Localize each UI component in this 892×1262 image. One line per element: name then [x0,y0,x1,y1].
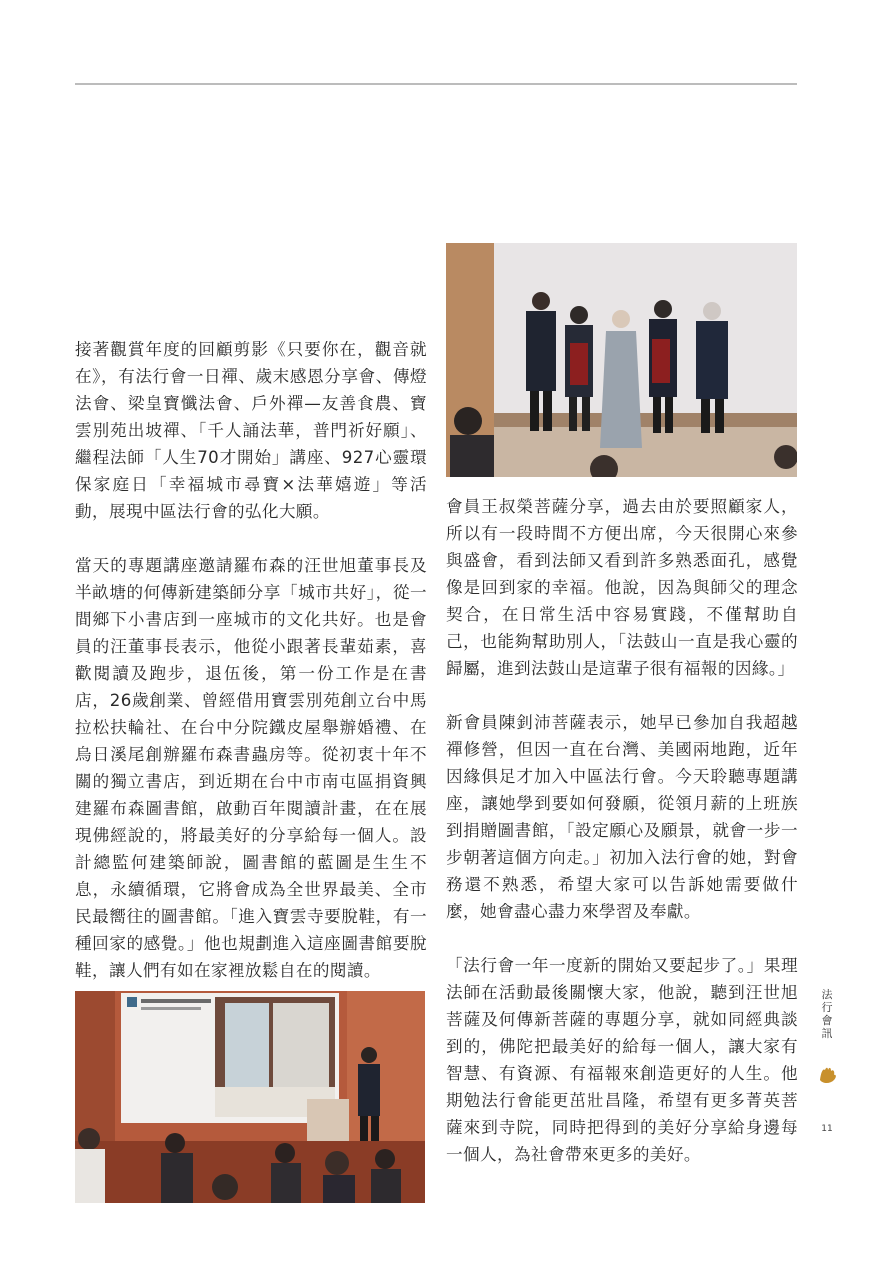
section-title-char: 會 [821,1014,833,1027]
page-number: 11 [821,1124,833,1134]
article-right-column [446,493,798,1168]
section-title-char: 行 [821,1001,833,1014]
paragraph-member-share: 會員王叔榮菩薩分享，過去由於要照顧家人，所以有一段時間不方便出席，今天很開心來參與盛會，看到法師又看到許多熟悉面孔，感覺像是回到家的幸福。他說，因為與師父的理念契合，在日常生活中容易實踐，不僅幫助自己，也能夠幫助別人，「法鼓山一直是我心靈的歸屬，進到法鼓山是這輩子很有福報的因緣。」 [446,497,798,678]
section-title-vertical [816,988,838,1040]
section-title-char: 訊 [821,1027,833,1040]
paragraph-closing: 「法行會一年一度新的開始又要起步了。」果理法師在活動最後關懷大家，他說，聽到汪世旭菩薩及何傳新菩薩的專題分享，就如同經典談到的，佛陀把最美好的給每一個人，讓大家有智慧、有資源、有福報來創造更好的人生。他期勉法行會能更茁壯昌隆，希望有更多菁英菩薩來到寺院，同時把得到的美好分享給身邊每一個人，為社會帶來更多的美好。 [446,956,798,1164]
paragraph-lecture: 當天的專題講座邀請羅布森的汪世旭董事長及半畝塘的何傳新建築師分享「城市共好」，從一間鄉下小書店到一座城市的文化共好。也是會員的汪董事長表示，他從小跟著長輩茹素，喜歡閱讀及跑步，退伍後，第一份工作是在書店，26歲創業、曾經借用寶雲別苑創立台中馬拉松扶輪社、在台中分院鐵皮屋舉辦婚禮、在烏日溪尾創辦羅布森書蟲房等。從初衷十年不關的獨立書店，到近期在台中市南屯區捐資興建羅布森圖書館，啟動百年閱讀計畫，在在展現佛經說的，將最美好的分享給每一個人。設計總監何建築師說，圖書館的藍圖是生生不息，永續循環，它將會成為全世界最美、全市民最嚮往的圖書館。「進入寶雲寺要脫鞋，有一種回家的感覺。」他也規劃進入這座圖書館要脫鞋，讓人們有如在家裡放鬆自在的閱讀。 [75,556,427,980]
award-group-photo [446,243,797,477]
section-title-char: 法 [821,988,833,1001]
paragraph-new-member: 新會員陳釗沛菩薩表示，她早已參加自我超越禪修營，但因一直在台灣、美國兩地跑，近年因緣俱足才加入中區法行會。今天聆聽專題講座，讓她學到要如何發願，從領月薪的上班族到捐贈圖書館，「設定願心及願景，就會一步一步朝著這個方向走。」初加入法行會的她，對會務還不熟悉，希望大家可以告訴她需要做什麼，她會盡心盡力來學習及奉獻。 [446,713,798,921]
paragraph-review-video: 接著觀賞年度的回顧剪影《只要你在，觀音就在》，有法行會一日禪、歲末感恩分享會、傳燈法會、梁皇寶懺法會、戶外禪—友善食農、寶雲別苑出坡禪、「千人誦法華，普門祈好願」、繼程法師「人生70才開始」講座、927心靈環保家庭日「幸福城市尋寶×法華嬉遊」等活動，展現中區法行會的弘化大願。 [75,340,427,521]
article-left-column [75,336,427,984]
hand-logo-icon [817,1064,839,1084]
top-divider [75,83,797,85]
lecture-photo [75,991,425,1203]
